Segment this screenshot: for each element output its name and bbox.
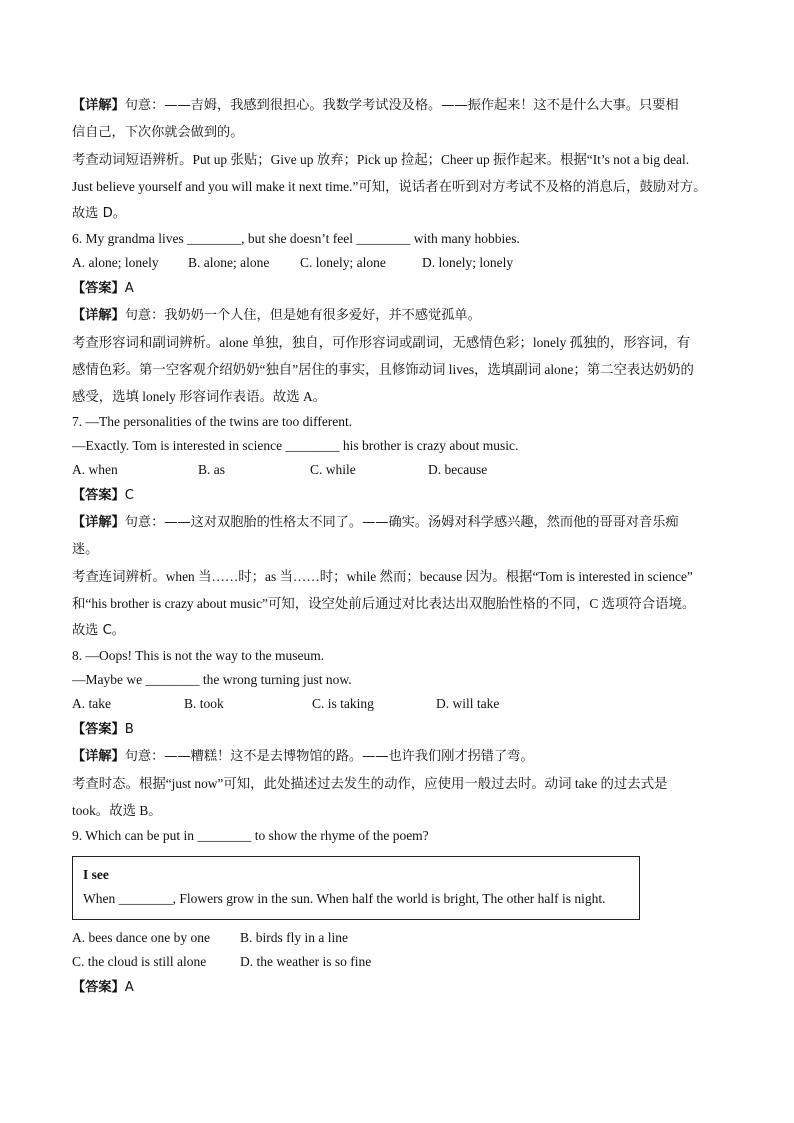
q7-detail-line2: 迷。 — [72, 542, 99, 557]
q5-detail-line3: 考查动词短语辨析。Put up 张贴；Give up 放弃；Pick up 捡起；Cheer up 振作起来。根据“It’s not a big deal. — [72, 152, 690, 167]
poem-body: When ________, Flowers grow in the sun. When half the world is bright, The other half is night. — [83, 891, 606, 906]
poem-title: I see — [83, 867, 109, 882]
q7-options — [72, 458, 732, 482]
q8-detail-line1: 【详解】句意：——糟糕！这不是去博物馆的路。——也许我们刚才拐错了弯。 — [72, 749, 534, 764]
poem-box — [72, 856, 640, 920]
q7-stem-line2: —Exactly. Tom is interested in science ________ his brother is crazy about music. — [72, 438, 519, 453]
q5-detail-line5: 故选 D。 — [72, 206, 126, 221]
q6-detail-line2: 考查形容词和副词辨析。alone 单独，独自，可作形容词或副词，无感情色彩；lonely 孤独的，形容词，有 — [72, 335, 691, 350]
q8-option-c: C. is taking — [312, 696, 374, 711]
q6-detail-line1: 【详解】句意：我奶奶一个人住，但是她有很多爱好，并不感觉孤单。 — [72, 308, 481, 323]
q8-detail-line2: 考查时态。根据“just now”可知，此处描述过去发生的动作，应使用一般过去时。动词 take 的过去式是 — [72, 776, 668, 791]
q6-detail-line3: 感情色彩。第一空客观介绍奶奶“独自”居住的事实，且修饰动词 lives，选填副词 alone；第二空表达奶奶的 — [72, 362, 694, 377]
q9-option-d: D. the weather is so fine — [240, 954, 372, 969]
q7-detail-line5: 故选 C。 — [72, 623, 125, 638]
q7-detail-line4: 和“his brother is crazy about music”可知，设空处前后通过对比表达出双胞胎性格的不同，C 选项符合语境。 — [72, 596, 696, 611]
q6-answer: 【答案】A — [72, 281, 134, 296]
q6-detail-line4: 感受，选填 lonely 形容词作表语。故选 A。 — [72, 389, 327, 404]
q5-detail-line4: Just believe yourself and you will make it next time.”可知，说话者在听到对方考试不及格的消息后，鼓励对方。 — [72, 179, 707, 194]
q9-option-c: C. the cloud is still alone — [72, 954, 207, 969]
q8-options — [72, 692, 732, 716]
q9-answer: 【答案】A — [72, 980, 134, 995]
q8-answer: 【答案】B — [72, 722, 134, 737]
q8-option-b: B. took — [184, 696, 224, 711]
detail-tag: 【详解】 — [72, 98, 125, 113]
q6-option-b: B. alone; alone — [188, 255, 270, 270]
q6-options — [72, 251, 732, 275]
q6-stem: 6. My grandma lives ________, but she doesn’t feel ________ with many hobbies. — [72, 231, 520, 246]
q8-option-a: A. take — [72, 696, 111, 711]
q7-option-b: B. as — [198, 462, 225, 477]
q7-detail-line3: 考查连词辨析。when 当……时；as 当……时；while 然而；because 因为。根据“Tom is interested in science” — [72, 569, 693, 584]
q7-stem-line1: 7. —The personalities of the twins are too different. — [72, 414, 353, 429]
q7-option-c: C. while — [310, 462, 356, 477]
q8-stem-line2: —Maybe we ________ the wrong turning just now. — [72, 672, 352, 687]
q8-stem-line1: 8. —Oops! This is not the way to the museum. — [72, 648, 325, 663]
q6-option-d: D. lonely; lonely — [422, 255, 514, 270]
q6-option-c: C. lonely; alone — [300, 255, 386, 270]
q9-option-b: B. birds fly in a line — [240, 930, 348, 945]
q9-stem: 9. Which can be put in ________ to show the rhyme of the poem? — [72, 828, 429, 843]
q7-option-a: A. when — [72, 462, 118, 477]
q8-detail-line3: took。故选 B。 — [72, 803, 162, 818]
q5-detail-line2: 信自己，下次你就会做到的。 — [72, 125, 244, 140]
q7-answer: 【答案】C — [72, 488, 134, 503]
q6-option-a: A. alone; lonely — [72, 255, 159, 270]
q8-option-d: D. will take — [436, 696, 500, 711]
q7-option-d: D. because — [428, 462, 488, 477]
q7-detail-line1: 【详解】句意：——这对双胞胎的性格太不同了。——确实。汤姆对科学感兴趣，然而他的哥哥对音乐痴 — [72, 515, 679, 530]
q9-options-row2 — [72, 950, 732, 974]
document-page — [72, 92, 732, 1001]
q9-option-a: A. bees dance one by one — [72, 930, 210, 945]
q9-options-row1 — [72, 926, 732, 950]
q5-detail-line1: 【详解】句意：——吉姆，我感到很担心。我数学考试没及格。——振作起来！这不是什么大事。只要相 — [72, 98, 679, 113]
